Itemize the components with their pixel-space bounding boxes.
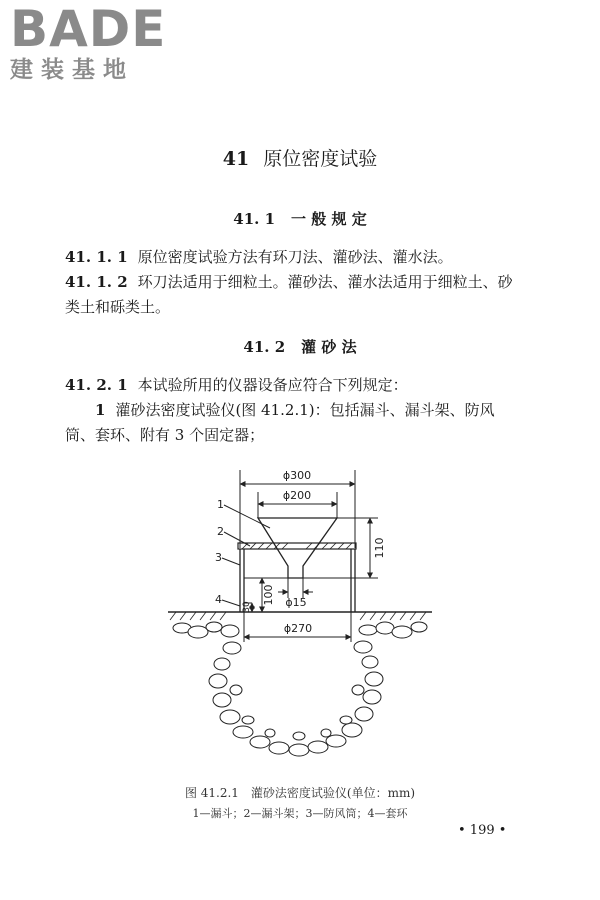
clause-41-1-2-line2: 类土和砾类土。 — [65, 298, 171, 316]
clause-41-2-1 — [65, 373, 408, 397]
part-label-2: 2 — [217, 525, 224, 538]
figure-caption — [0, 784, 600, 801]
dim-phi300: ϕ300 — [282, 469, 312, 482]
dim-phi200: ϕ200 — [282, 489, 312, 502]
page-number: • 199 • — [458, 823, 507, 838]
item-1-line1 — [95, 398, 495, 422]
chapter-number: 41 — [222, 148, 250, 170]
dim-110: 110 — [373, 537, 386, 559]
clause-41-1-2-line1 — [65, 270, 513, 294]
part-label-1: 1 — [217, 498, 224, 511]
dim-phi270: ϕ270 — [283, 622, 313, 635]
watermark-logo: BADE — [10, 0, 167, 58]
figure-number: 图 41.2.1 — [184, 786, 239, 800]
sand-cone-apparatus-figure — [160, 462, 440, 772]
clause-number: 41. 2. 1 — [65, 376, 128, 394]
section-title: 灌 砂 法 — [301, 338, 357, 356]
clause-number: 41. 1. 2 — [65, 273, 128, 291]
section-41-1-heading — [0, 208, 600, 229]
section-41-2-heading — [0, 336, 600, 357]
clause-41-1-1 — [65, 245, 453, 269]
part-label-3: 3 — [215, 551, 222, 564]
item-number: 1 — [95, 401, 106, 419]
chapter-title-text: 原位密度试验 — [263, 148, 378, 170]
part-label-4: 4 — [215, 593, 222, 606]
watermark-subtitle: 建装基地 — [10, 57, 134, 83]
clause-number: 41. 1. 1 — [65, 248, 128, 266]
figure-legend: 1—漏斗；2—漏斗架；3—防风筒；4—套环 — [192, 807, 408, 820]
clause-text: 原位密度试验方法有环刀法、灌砂法、灌水法。 — [137, 248, 453, 266]
item-1-line2: 筒、套环、附有 3 个固定器； — [65, 426, 265, 444]
dim-phi15: ϕ15 — [285, 596, 307, 609]
section-number: 41. 1 — [233, 210, 276, 228]
section-title: 一 般 规 定 — [291, 210, 367, 228]
chapter-title — [0, 144, 600, 171]
dim-100: 100 — [262, 584, 275, 606]
figure-title: 灌砂法密度试验仪(单位：mm) — [250, 786, 416, 800]
clause-text: 环刀法适用于细粒土。灌砂法、灌水法适用于细粒土、砂 — [137, 273, 513, 291]
item-text: 灌砂法密度试验仪(图 41.2.1)：包括漏斗、漏斗架、防风 — [115, 401, 495, 419]
dim-30: 30 — [242, 601, 252, 613]
clause-text: 本试验所用的仪器设备应符合下列规定： — [137, 376, 408, 394]
section-number: 41. 2 — [243, 338, 286, 356]
